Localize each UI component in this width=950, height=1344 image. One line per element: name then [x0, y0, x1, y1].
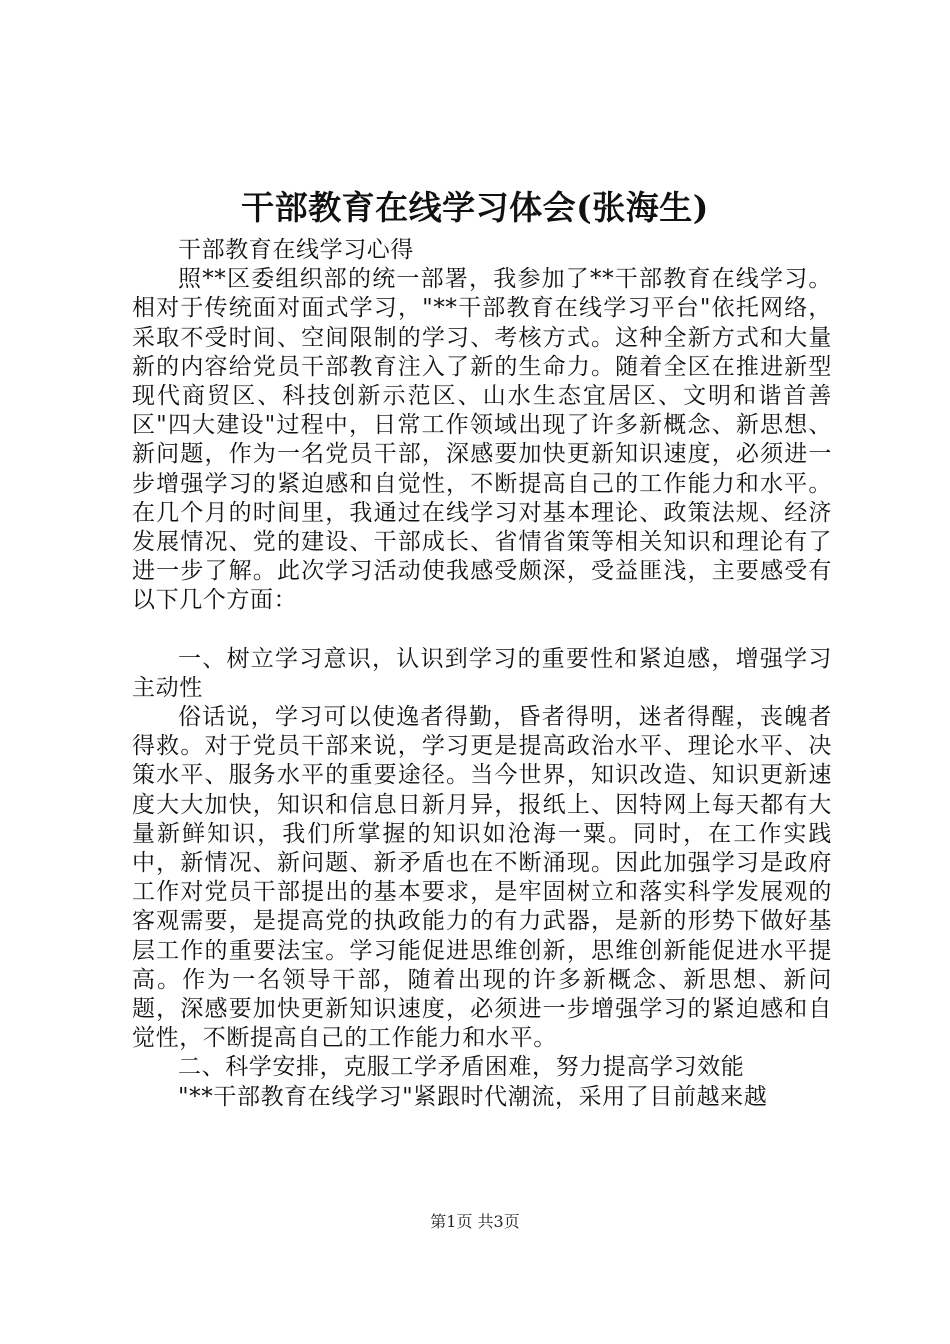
subtitle-paragraph: 干部教育在线学习心得	[178, 237, 414, 263]
document-body	[132, 236, 832, 1112]
section-2-paragraph: "**干部教育在线学习"紧跟时代潮流，采用了目前越来越	[178, 1083, 768, 1110]
intro-paragraph: 照**区委组织部的统一部署，我参加了**干部教育在线学习。相对于传统面对面式学习，"**干部教育在线学习平台"依托网络，采取不受时间、空间限制的学习、考核方式。这种全新方式和大量新的内容给党员干部教育注入了新的生命力。随着全区在推进新型现代商贸区、科技创新示范区、山水生态宜居区、文明和谐首善区"四大建设"过程中，日常工作领域出现了许多新概念、新思想、新问题，作为一名党员干部，深感要加快更新知识速度，必须进一步增强学习的紧迫感和自觉性，不断提高自己的工作能力和水平。在几个月的时间里，我通过在线学习对基本理论、政策法规、经济发展情况、党的建设、干部成长、省情省策等相关知识和理论有了进一步了解。此次学习活动使我感受颇深，受益匪浅，主要感受有以下几个方面：	[132, 266, 832, 614]
section-heading-1: 一、树立学习意识，认识到学习的重要性和紧迫感，增强学习主动性	[132, 645, 832, 701]
section-heading-2: 二、科学安排，克服工学矛盾困难，努力提高学习效能	[178, 1054, 745, 1081]
section-1-paragraph: 俗话说，学习可以使逸者得勤，昏者得明，迷者得醒，丧魄者得救。对于党员干部来说，学习更是提高政治水平、理论水平、决策水平、服务水平的重要途径。当今世界，知识改造、知识更新速度大大加快，知识和信息日新月异，报纸上、因特网上每天都有大量新鲜知识，我们所掌握的知识如沧海一粟。同时，在工作实践中，新情况、新问题、新矛盾也在不断涌现。因此加强学习是政府工作对党员干部提出的基本要求，是牢固树立和落实科学发展观的客观需要，是提高党的执政能力的有力武器，是新的形势下做好基层工作的重要法宝。学习能促进思维创新，思维创新能促进水平提高。作为一名领导干部，随着出现的许多新概念、新思想、新问题，深感要加快更新知识速度，必须进一步增强学习的紧迫感和自觉性，不断提高自己的工作能力和水平。	[132, 704, 832, 1052]
document-title: 干部教育在线学习体会(张海生)	[241, 188, 709, 227]
page-footer: 第1页 共3页	[430, 1212, 520, 1231]
